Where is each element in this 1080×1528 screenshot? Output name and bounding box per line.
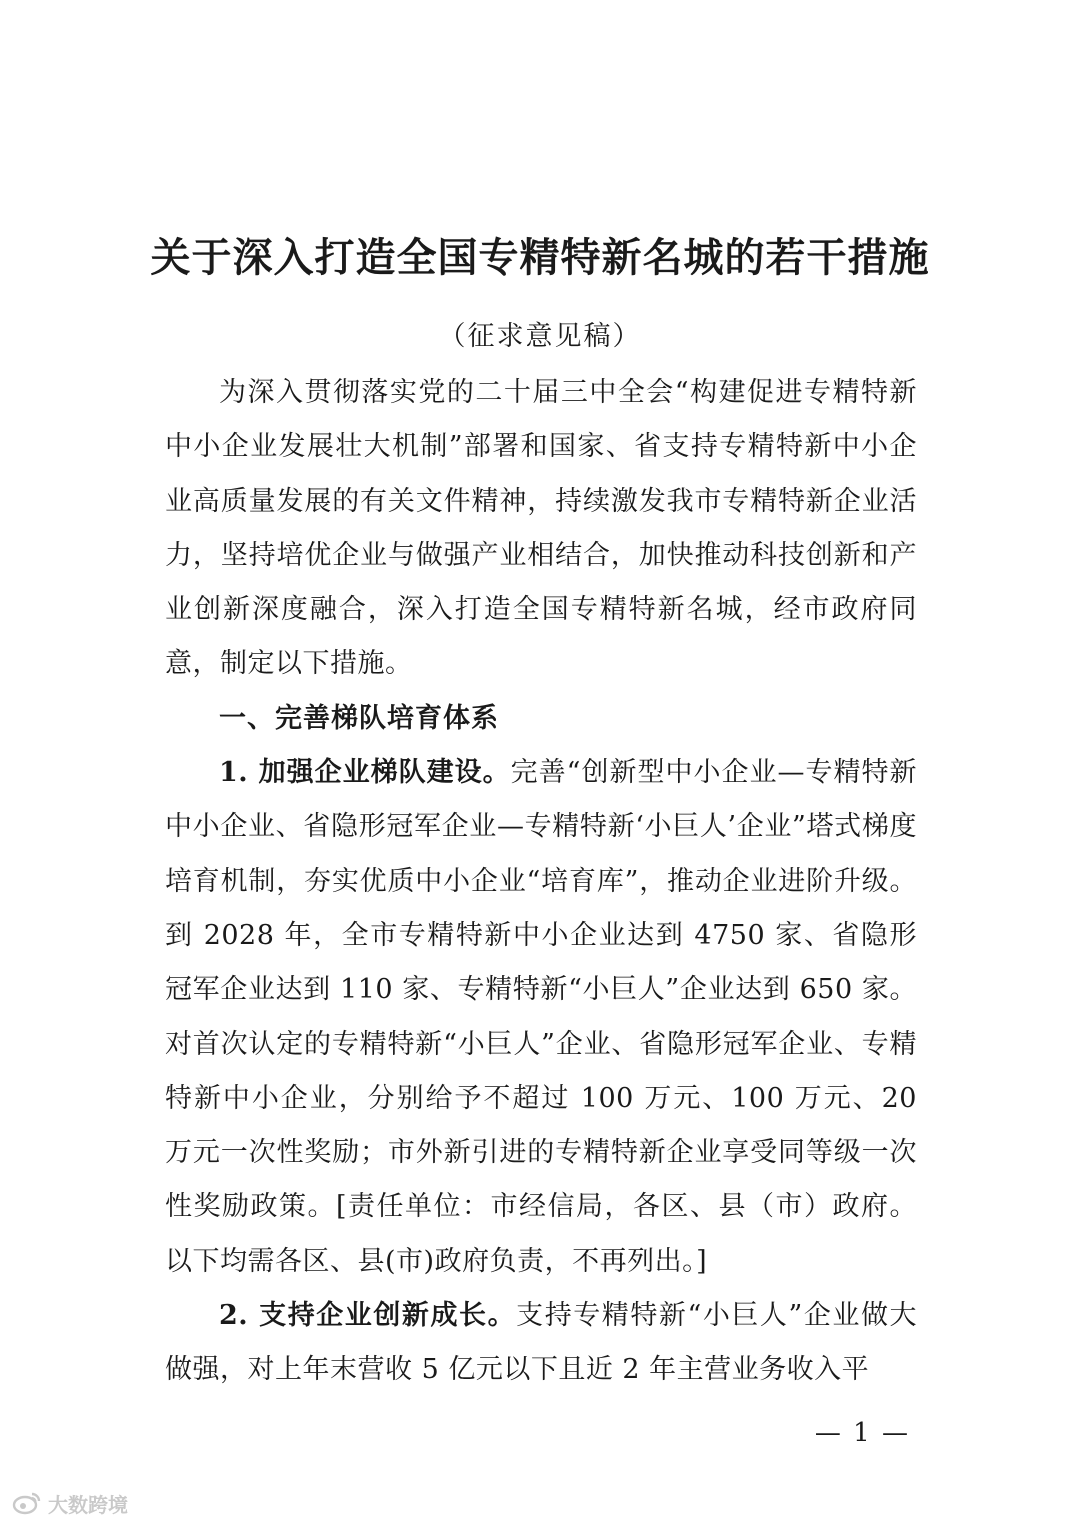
document-subtitle: （征求意见稿） <box>438 321 642 352</box>
item-2-lead: 2. 支持企业创新成长。 <box>219 1300 517 1332</box>
watermark-text: 大数跨境 <box>48 1492 128 1517</box>
weibo-logo-icon <box>12 1491 42 1515</box>
section-heading: 一、完善梯队培育体系 <box>219 702 499 734</box>
item-2-text: 支持专精特新“小巨人”企业做大做强，对上年末营收 5 亿元以下且近 2 年主营业务收入平 <box>165 1300 918 1386</box>
intro-paragraph: 为深入贯彻落实党的二十届三中全会“构建促进专精特新中小企业发展壮大机制”部署和国家、省支持专精特新中小企业高质量发展的有关文件精神，持续激发我市专精特新企业活力，坚持培优企业与做强产业相结合，加快推动科技创新和产业创新深度融合，深入打造全国专精特新名城，经市政府同意，制定以下措施。 <box>165 377 917 680</box>
document-title: 关于深入打造全国专精特新名城的若干措施 <box>150 235 930 281</box>
watermark <box>12 1488 128 1518</box>
page-number: — 1 — <box>814 1418 910 1448</box>
item-1-text: 完善“创新型中小企业—专精特新中小企业、省隐形冠军企业—专精特新‘小巨人’企业”塔式梯度培育机制，夯实优质中小企业“培育库”，推动企业进阶升级。到 2028 年，全市专精特新中小企业达到 4750 家、省隐形冠军企业达到 110 家、专精特新“小巨人”企业达到 650 家。对首次认定的专精特新“小巨人”企业、省隐形冠军企业、专精特新中小企业，分别给予不超过 100 万元、100 万元、20 万元一次性奖励；市外新引进的专精特新企业享受同等级一次性奖励政策。[责任单位：市经信局，各区、县（市）政府。以下均需各区、县(市)政府负责，不再列出。] <box>165 757 917 1277</box>
item-2-paragraph <box>165 1289 917 1398</box>
item-1-lead: 1. 加强企业梯队建设。 <box>219 757 511 789</box>
item-1-paragraph <box>165 746 917 1289</box>
document-body <box>165 366 917 1398</box>
